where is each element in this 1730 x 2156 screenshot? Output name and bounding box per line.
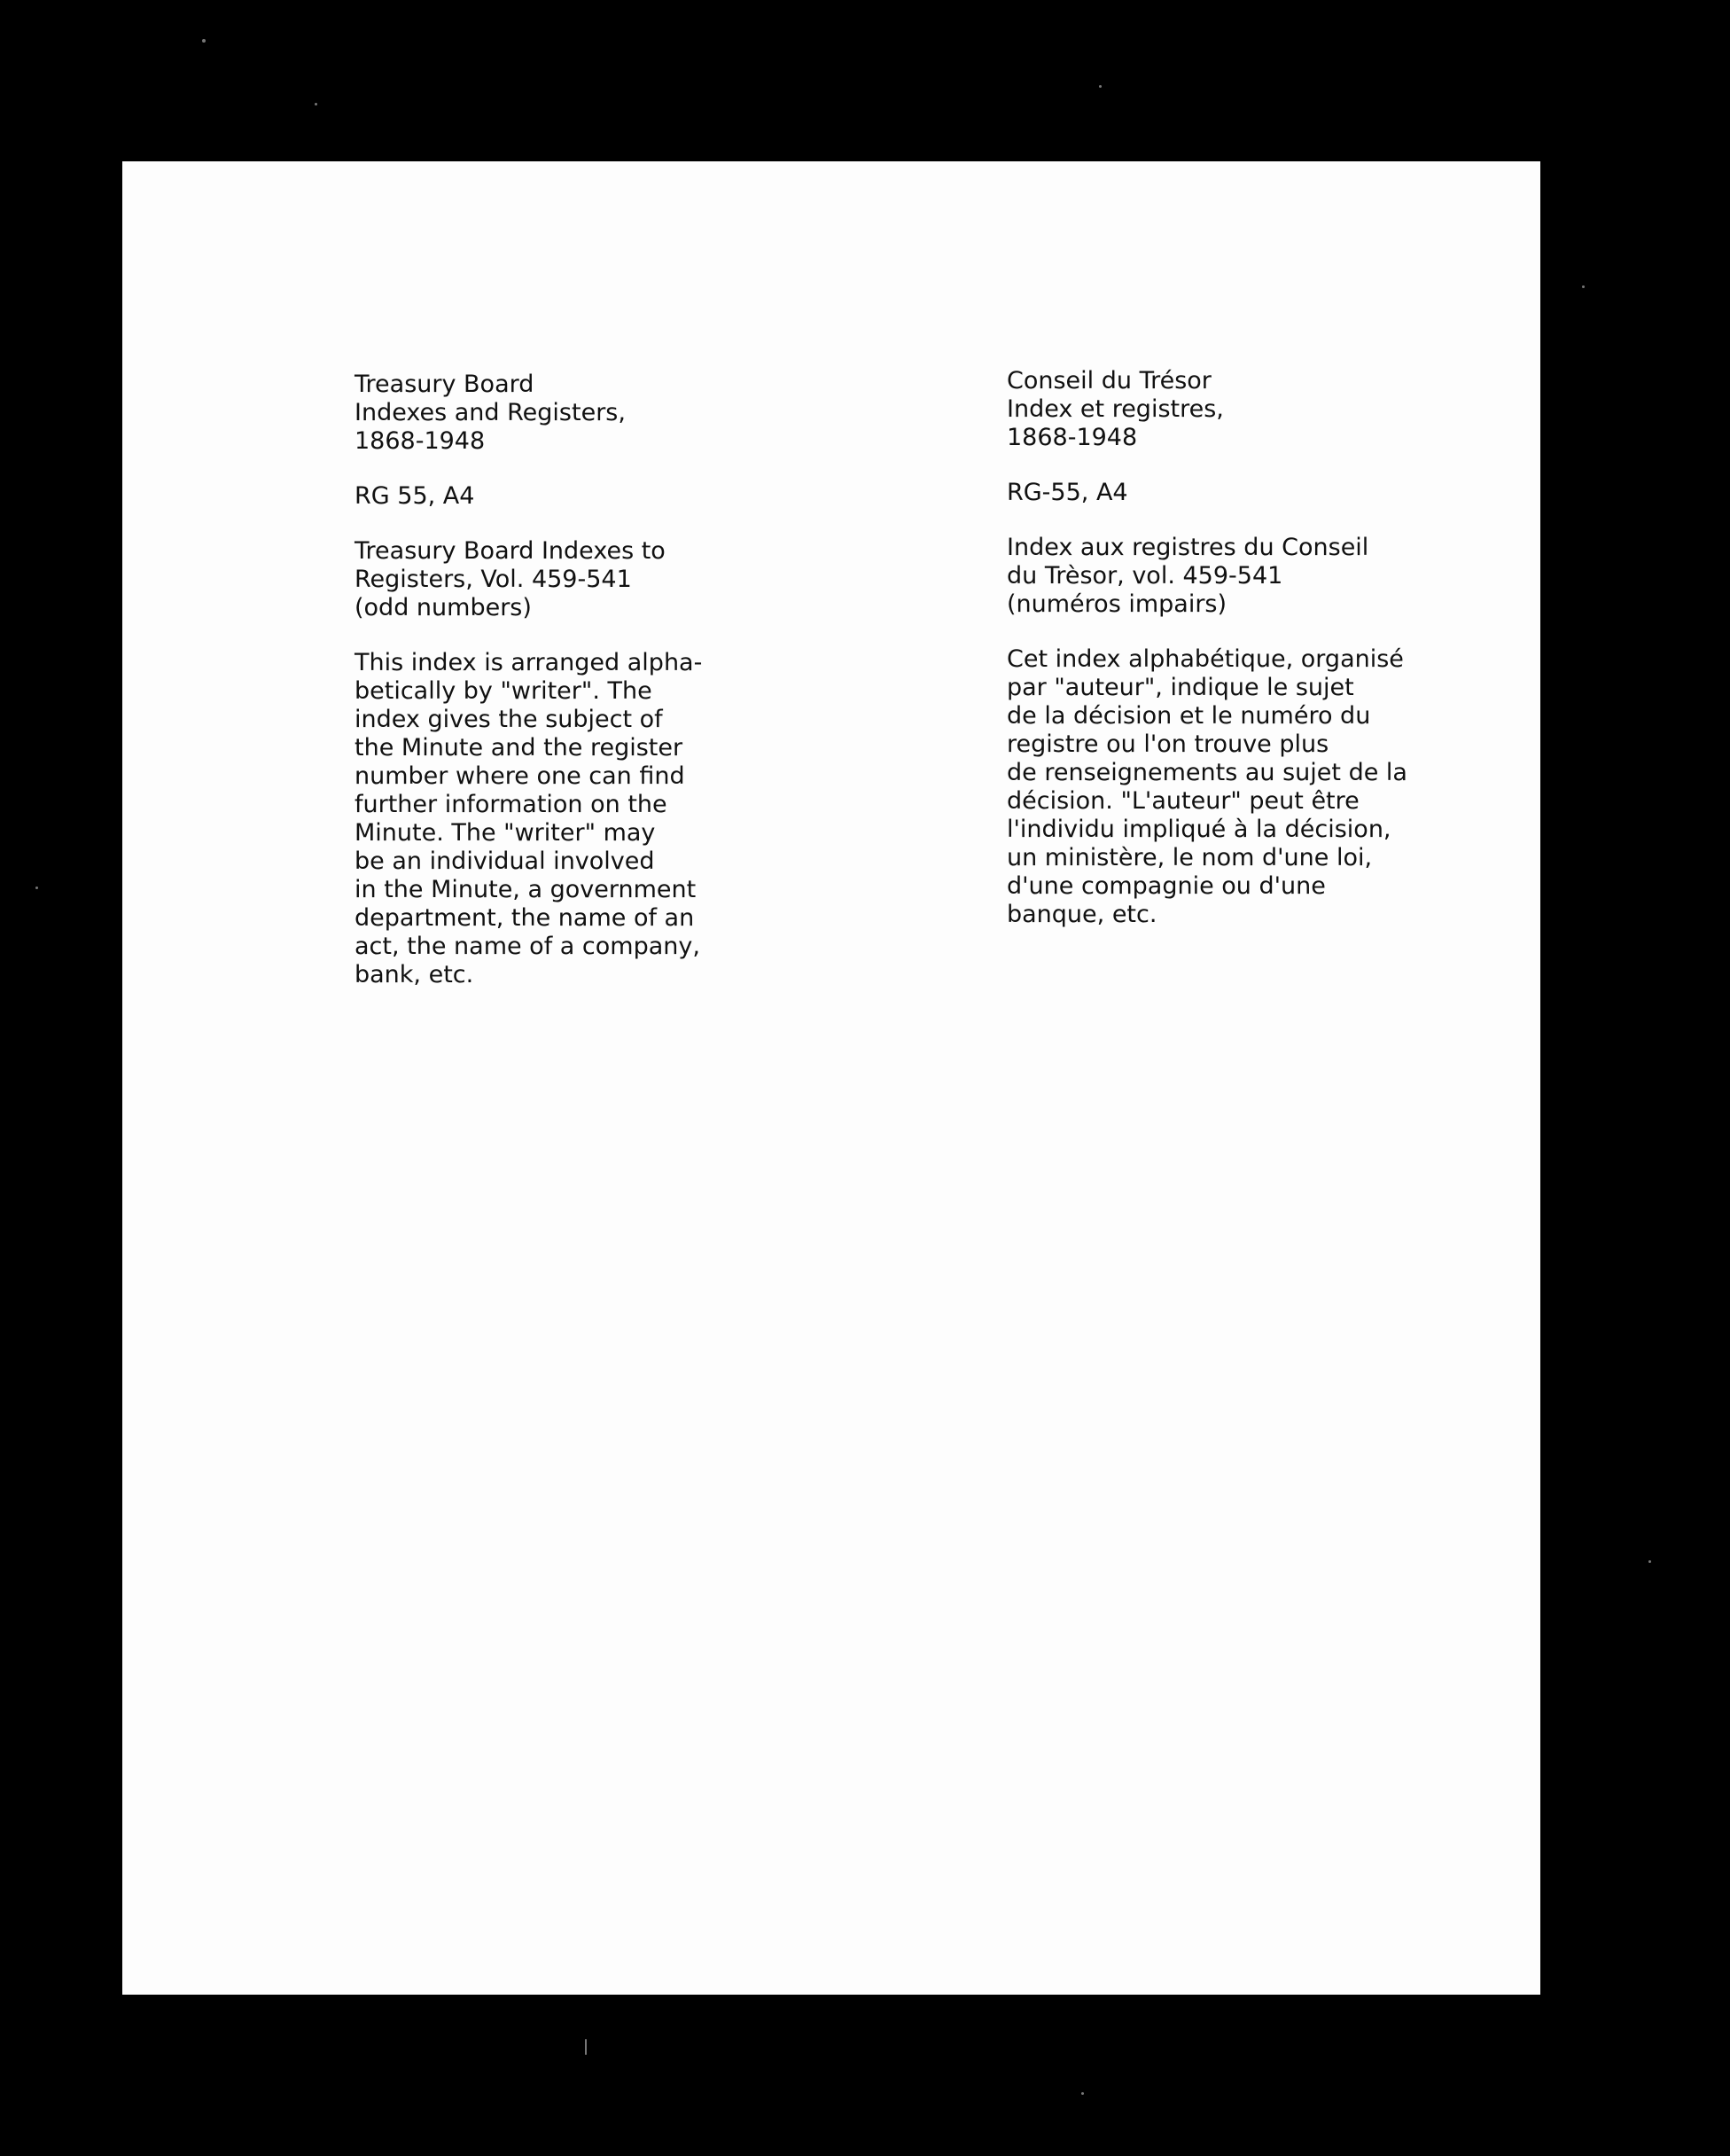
description-line: de la décision et le numéro du: [1007, 702, 1371, 730]
reference-line: RG-55, A4: [1007, 479, 1128, 506]
series-line: Registers, Vol. 459-541: [355, 566, 632, 593]
scan-speck: [1648, 1560, 1651, 1563]
series-line: Index aux registres du Conseil: [1007, 534, 1369, 561]
title-line: 1868-1948: [1007, 424, 1138, 451]
description-line: banque, etc.: [1007, 901, 1157, 928]
series-line: Treasury Board Indexes to: [355, 537, 666, 565]
description-line: par "auteur", indique le sujet: [1007, 674, 1354, 701]
scan-speck: [202, 39, 206, 43]
french-title: [1007, 367, 1423, 452]
french-series: [1007, 534, 1423, 619]
scan-speck: [315, 103, 317, 105]
description-line: décision. "L'auteur" peut être: [1007, 787, 1360, 815]
description-line: department, the name of an: [355, 904, 695, 932]
description-line: de renseignements au sujet de la: [1007, 759, 1407, 786]
english-series: [355, 537, 744, 622]
description-line: un ministère, le nom d'une loi,: [1007, 844, 1373, 871]
description-line: l'individu impliqué à la décision,: [1007, 816, 1391, 843]
paper-page: [122, 161, 1540, 1995]
french-column: [1007, 367, 1423, 956]
description-line: bank, etc.: [355, 961, 474, 988]
reference-line: RG 55, A4: [355, 482, 475, 510]
english-reference: [355, 482, 744, 511]
description-line: act, the name of a company,: [355, 933, 700, 960]
title-line: Conseil du Trésor: [1007, 367, 1212, 394]
title-line: 1868-1948: [355, 427, 486, 455]
description-line: index gives the subject of: [355, 706, 663, 733]
english-title: [355, 371, 744, 456]
french-description: [1007, 645, 1423, 929]
scan-speck: [585, 2039, 587, 2055]
scan-speck: [1582, 285, 1585, 288]
description-line: Cet index alphabétique, organisé: [1007, 645, 1404, 673]
description-line: registre ou l'on trouve plus: [1007, 730, 1329, 758]
series-line: (odd numbers): [355, 594, 532, 621]
scan-speck: [1099, 85, 1102, 88]
title-line: Index et registres,: [1007, 395, 1224, 423]
title-line: Indexes and Registers,: [355, 399, 626, 426]
title-line: Treasury Board: [355, 371, 534, 398]
french-reference: [1007, 479, 1423, 507]
english-column: [355, 371, 744, 1016]
description-line: be an individual involved: [355, 848, 655, 875]
scan-speck: [35, 887, 38, 889]
series-line: (numéros impairs): [1007, 590, 1227, 618]
description-line: in the Minute, a government: [355, 876, 697, 903]
description-line: number where one can find: [355, 762, 685, 790]
description-line: This index is arranged alpha-: [355, 649, 703, 676]
description-line: Minute. The "writer" may: [355, 819, 656, 847]
description-line: the Minute and the register: [355, 734, 683, 762]
description-line: betically by "writer". The: [355, 677, 652, 705]
description-line: further information on the: [355, 791, 667, 818]
description-line: d'une compagnie ou d'une: [1007, 872, 1326, 900]
scan-speck: [1081, 2092, 1084, 2095]
english-description: [355, 649, 744, 989]
series-line: du Trèsor, vol. 459-541: [1007, 562, 1283, 590]
